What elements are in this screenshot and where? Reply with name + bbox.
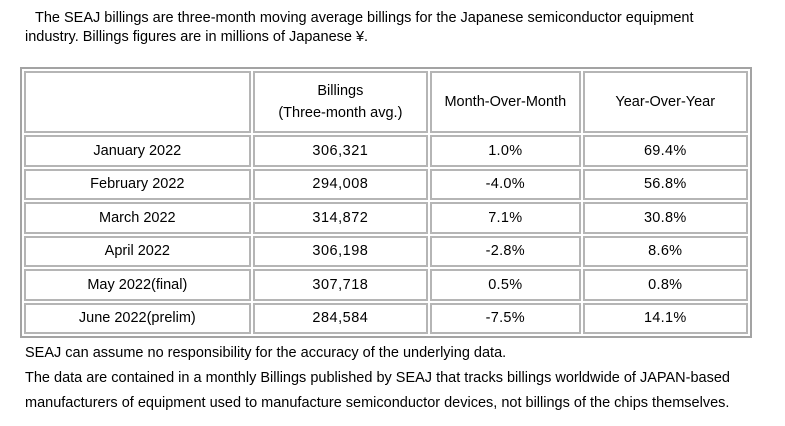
row-billings: 306,321 <box>253 135 428 167</box>
row-year-over-year: 8.6% <box>583 236 748 268</box>
row-month-over-month: -2.8% <box>430 236 580 268</box>
row-billings: 294,008 <box>253 169 428 201</box>
header-year-over-year: Year-Over-Year <box>583 71 748 133</box>
billings-table <box>20 67 752 338</box>
row-month-over-month: -7.5% <box>430 303 580 335</box>
table-row <box>24 202 748 234</box>
row-month: April 2022 <box>24 236 251 268</box>
row-month-over-month: -4.0% <box>430 169 580 201</box>
source-text-line-2: manufacturers of equipment used to manufacture semiconductor devices, not billings of the chips themselves. <box>25 395 730 411</box>
footnotes <box>25 341 785 416</box>
table-row <box>24 269 748 301</box>
source-text-line-1: The data are contained in a monthly Billings published by SEAJ that tracks billings worldwide of JAPAN-based <box>25 370 730 386</box>
row-month-over-month: 1.0% <box>430 135 580 167</box>
row-billings: 314,872 <box>253 202 428 234</box>
row-billings: 306,198 <box>253 236 428 268</box>
row-month: March 2022 <box>24 202 251 234</box>
table-header-row <box>24 71 748 133</box>
row-month: June 2022(prelim) <box>24 303 251 335</box>
row-year-over-year: 56.8% <box>583 169 748 201</box>
row-billings: 307,718 <box>253 269 428 301</box>
disclaimer-text: SEAJ can assume no responsibility for the accuracy of the underlying data. <box>25 345 507 361</box>
header-month-over-month: Month-Over-Month <box>430 71 580 133</box>
row-month-over-month: 0.5% <box>430 269 580 301</box>
header-billings-subtitle: (Three-month avg.) <box>278 105 403 121</box>
billings-table-container <box>20 67 752 338</box>
table-row <box>24 303 748 335</box>
header-billings <box>253 71 428 133</box>
row-month: May 2022(final) <box>24 269 251 301</box>
header-month <box>24 71 251 133</box>
header-billings-title: Billings <box>317 83 364 99</box>
row-month: January 2022 <box>24 135 251 167</box>
row-year-over-year: 69.4% <box>583 135 748 167</box>
table-row <box>24 236 748 268</box>
row-year-over-year: 14.1% <box>583 303 748 335</box>
intro-paragraph <box>25 9 765 47</box>
intro-line-1: The SEAJ billings are three-month moving average billings for the Japanese semiconductor equipment <box>35 10 694 26</box>
row-month: February 2022 <box>24 169 251 201</box>
row-year-over-year: 30.8% <box>583 202 748 234</box>
row-year-over-year: 0.8% <box>583 269 748 301</box>
row-month-over-month: 7.1% <box>430 202 580 234</box>
table-row <box>24 169 748 201</box>
row-billings: 284,584 <box>253 303 428 335</box>
table-row <box>24 135 748 167</box>
intro-line-2: industry. Billings figures are in millions of Japanese ¥. <box>25 29 369 45</box>
